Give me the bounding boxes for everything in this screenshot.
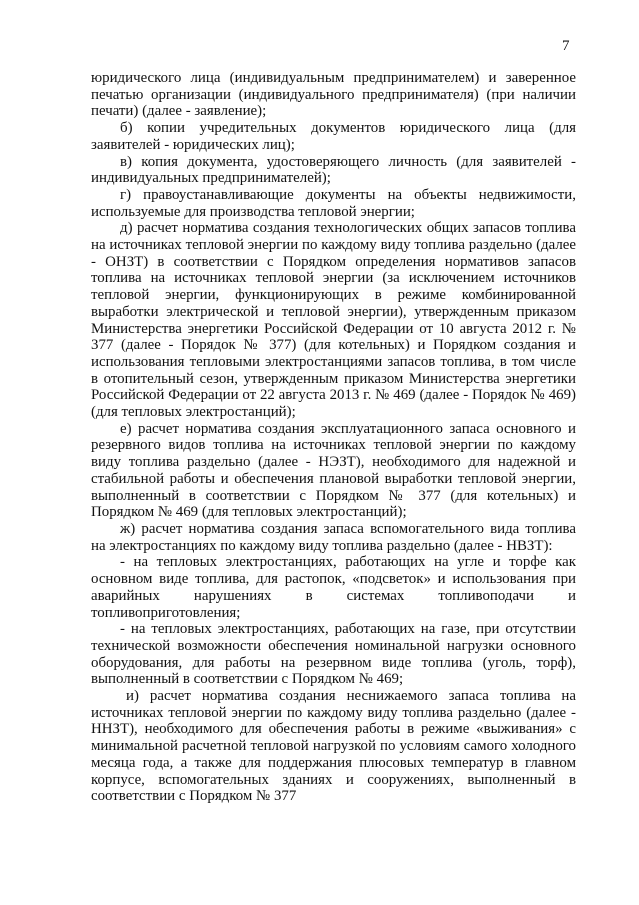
paragraph-subitem-coal: - на тепловых электростанциях, работающих на угле и торфе как основном виде топлива, для растопок, «подсветок» и использования при аварийных нарушениях в системах топливоподачи и топливоприготовления; xyxy=(91,554,576,621)
paragraph-item-g: г) правоустанавливающие документы на объекты недвижимости, используемые для производства тепловой энергии; xyxy=(91,186,576,220)
paragraph-item-b: б) копии учредительных документов юридического лица (для заявителей - юридических лиц); xyxy=(91,120,576,153)
paragraph-item-v: в) копия документа, удостоверяющего личность (для заявителей - индивидуальных предпринимателей); xyxy=(91,153,576,187)
paragraph-item-i: и) расчет норматива создания неснижаемого запаса топлива на источниках тепловой энергии по каждому виду топлива раздельно (далее - ННЗТ), необходимого для обеспечения работы в режиме «выживания» с минимальной расчетной тепловой нагрузкой по условиям самого холодного месяца года, а также для поддержания плюсовых температур в главном корпусе, вспомогательных зданиях и сооружениях, выполненный в соответствии с Порядком № 377 xyxy=(91,688,576,805)
paragraph-item-zh: ж) расчет норматива создания запаса вспомогательного вида топлива на электростанциях по каждому виду топлива раздельно (далее - НВЗТ): xyxy=(91,520,576,554)
paragraph-item-e: е) расчет норматива создания эксплуатационного запаса основного и резервного видов топлива на источниках тепловой энергии по каждому виду топлива раздельно (далее - НЭЗТ), необходимого для надежной и стабильной работы и обеспечения плановой выработки тепловой энергии, выполненный в соответствии с Порядком № 377 (для котельных) и Порядком № 469 (для тепловых электростанций); xyxy=(91,420,576,521)
paragraph-subitem-gas: - на тепловых электростанциях, работающих на газе, при отсутствии технической возможности обеспечения номинальной нагрузки основного оборудования, для работы на резервном виде топлива (уголь, торф), выполненный в соответствии с Порядком № 469; xyxy=(91,621,576,688)
paragraph-item-d: д) расчет норматива создания технологических общих запасов топлива на источниках тепловой энергии по каждому виду топлива раздельно (далее - ОНЗТ) в соответствии с Порядком определения нормативов запасов топлива на источниках тепловой энергии (за исключением источников тепловой энергии, функционирующих в режиме комбинированной выработки электрической и тепловой энергии), утвержденным приказом Министерства энергетики Российской Федерации от 10 августа 2012 г. № 377 (далее - Порядок № 377) (для котельных) и Порядком создания и использования тепловыми электростанциями запасов топлива, в том числе в отопительный сезон, утвержденным приказом Министерства энергетики Российской Федерации от 22 августа 2013 г. № 469 (далее - Порядок № 469) (для тепловых электростанций); xyxy=(91,220,576,421)
page-number: 7 xyxy=(562,38,570,54)
document-body xyxy=(91,70,576,805)
paragraph-applicant-statement: юридического лица (индивидуальным предпринимателем) и заверенное печатью организации (индивидуального предпринимателя) (при наличии печати) (далее - заявление); xyxy=(91,70,576,120)
